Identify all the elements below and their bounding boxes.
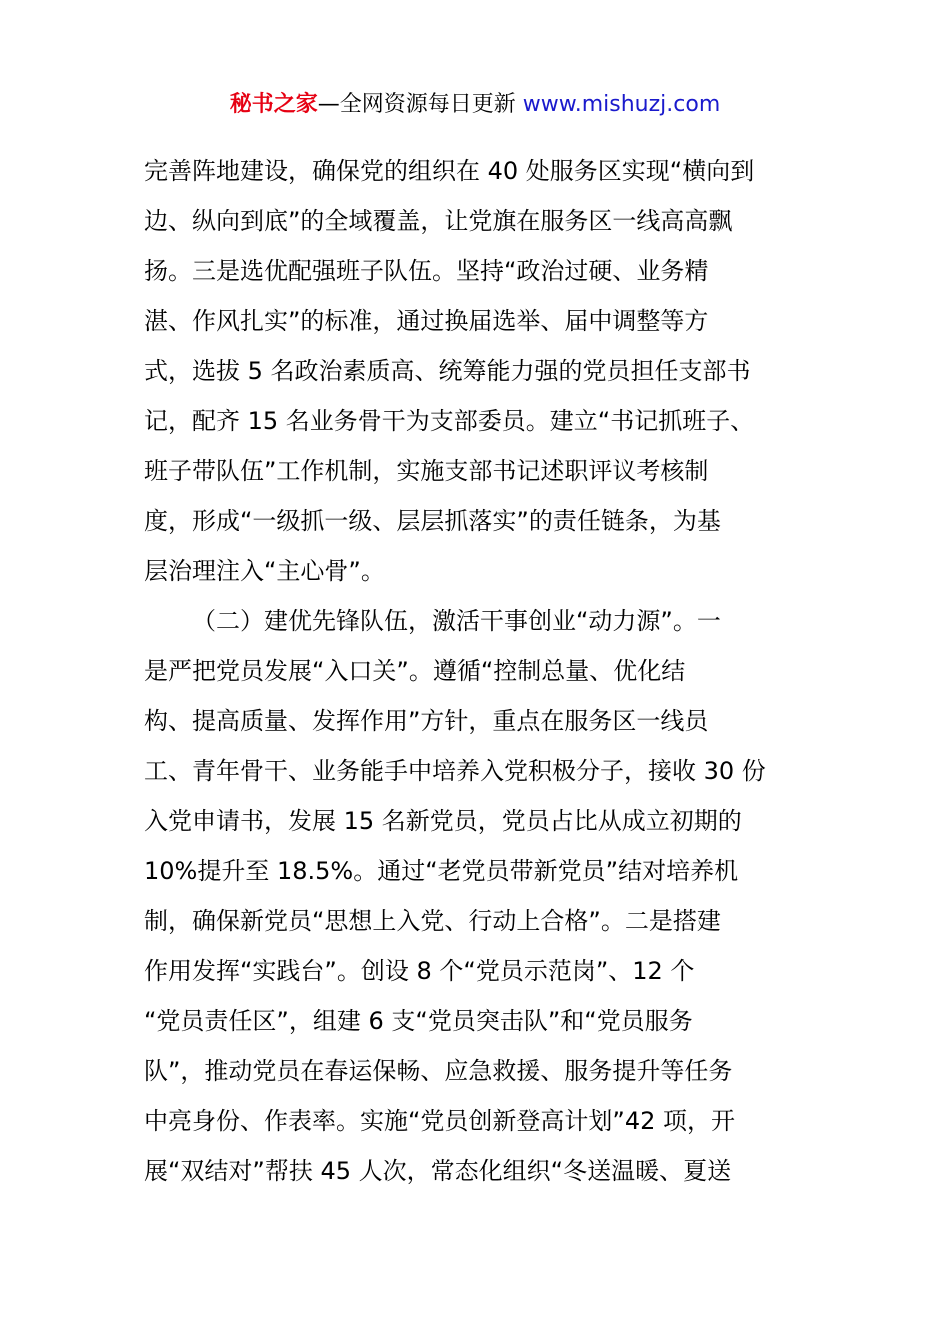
text-line: 工、青年骨干、业务能手中培养入党积极分子，接收 30 份 (144, 757, 766, 785)
text-line: 中亮身份、作表率。实施“党员创新登高计划”42 项，开 (144, 1107, 736, 1135)
text-line: 层治理注入“主心骨”。 (144, 557, 385, 585)
text-line: 10%提升至 18.5%。通过“老党员带新党员”结对培养机 (144, 857, 739, 885)
text-line: 边、纵向到底”的全域覆盖，让党旗在服务区一线高高飘 (144, 207, 733, 235)
site-tagline: —全网资源每日更新 (317, 92, 523, 117)
text-line: 班子带队伍”工作机制，实施支部书记述职评议考核制 (144, 457, 709, 485)
text-line: 湛、作风扎实”的标准，通过换届选举、届中调整等方 (144, 307, 709, 335)
text-line: 展“双结对”帮扶 45 人次，常态化组织“冬送温暖、夏送 (144, 1157, 732, 1185)
text-line: 完善阵地建设，确保党的组织在 40 处服务区实现“横向到 (144, 157, 755, 185)
text-line: 制，确保新党员“思想上入党、行动上合格”。二是搭建 (144, 907, 721, 935)
text-line: 入党申请书，发展 15 名新党员，党员占比从成立初期的 (144, 807, 742, 835)
text-line: 记，配齐 15 名业务骨干为支部委员。建立“书记抓班子、 (144, 407, 755, 435)
document-body (144, 146, 808, 1196)
site-header (0, 88, 950, 122)
text-line: 度，形成“一级抓一级、层层抓落实”的责任链条，为基 (144, 507, 721, 535)
text-line: 作用发挥“实践台”。创设 8 个“党员示范岗”、12 个 (144, 957, 695, 985)
site-brand: 秘书之家 (229, 92, 318, 117)
text-line: “党员责任区”，组建 6 支“党员突击队”和“党员服务 (144, 1007, 693, 1035)
section-heading-line: （二）建优先锋队伍，激活干事创业“动力源”。一 (192, 607, 721, 635)
text-line: 是严把党员发展“入口关”。遵循“控制总量、优化结 (144, 657, 686, 685)
text-line: 扬。三是选优配强班子队伍。坚持“政治过硬、业务精 (144, 257, 709, 285)
site-url-link[interactable]: www.mishuzj.com (522, 92, 721, 117)
text-line: 构、提高质量、发挥作用”方针，重点在服务区一线员 (144, 707, 709, 735)
text-line: 式，选拔 5 名政治素质高、统筹能力强的党员担任支部书 (144, 357, 751, 385)
text-line: 队”，推动党员在春运保畅、应急救援、服务提升等任务 (144, 1057, 733, 1085)
